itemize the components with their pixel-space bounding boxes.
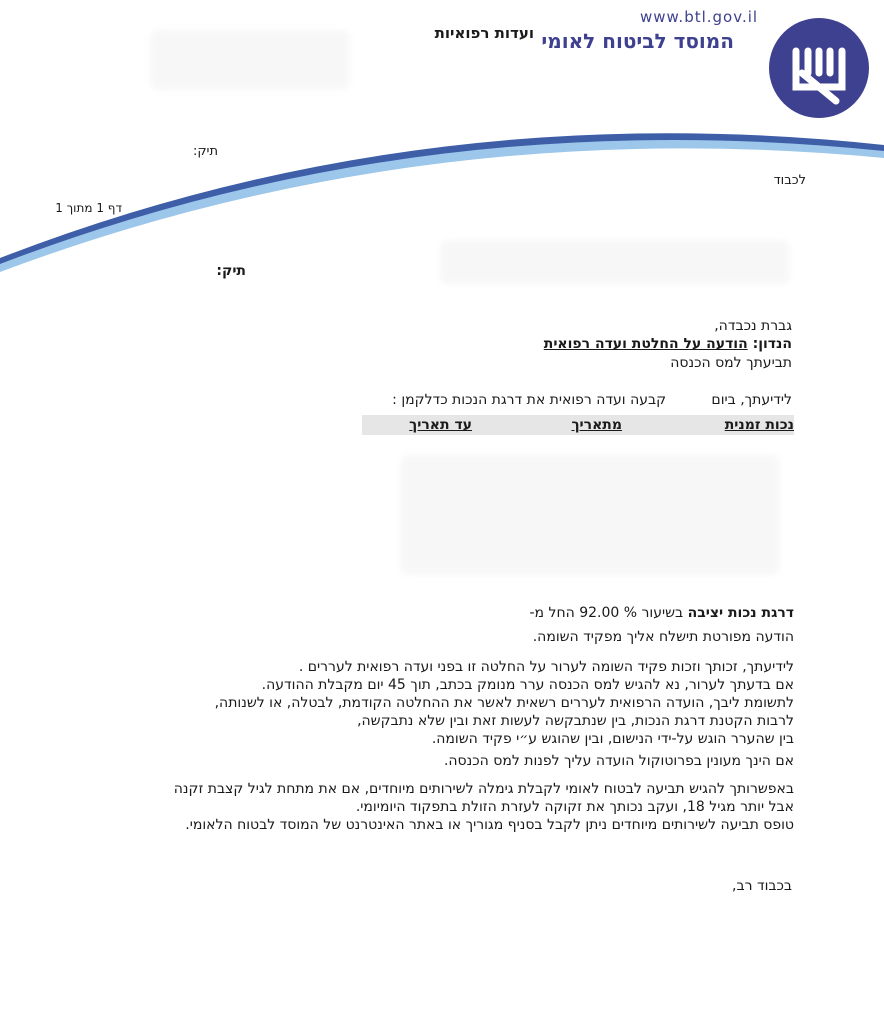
paragraph-line: לתשומת ליבך, הועדה הרפואית לעררים רשאית לאשר את ההחלטה הקודמת, לבטלה, או לשנותה, [214,695,794,711]
subject-line [544,335,792,353]
redacted-area [150,30,350,90]
subject-prefix: הנדון: [752,336,792,352]
file-label-mid: תיק: [216,263,246,279]
closing: בכבוד רב, [732,878,792,894]
subject-text: הודעה על החלטת ועדה רפואית [543,336,748,352]
stable-disability-line [529,604,794,622]
intro-determination: קבעה ועדה רפואית את דרגת הנכות כדלקמן : [392,392,666,408]
salutation: גברת נכבדה, [714,318,792,334]
paragraph-line: אבל יותר מגיל 18, ועקב נכותך את זקוקה לעזרת הזולת בתפקוד היומיומי. [355,799,794,815]
paragraph-line: הודעה מפורטת תישלח אליך מפקיד השומה. [532,629,794,645]
paragraph-line: באפשרותך להגיש תביעה לבטוח לאומי לקבלת גימלה לשירותים מיוחדים, אם את מתחת לגיל קצבת זקנה [173,781,794,797]
col-header-from-date: מתאריך [571,417,622,433]
organization-name: המוסד לביטוח לאומי [541,29,734,53]
redacted-area [440,240,790,285]
claim-line: תביעתך למס הכנסה [670,355,792,371]
paragraph-line: בין שהערר הוגש על-ידי הנישום, ובין שהוגש ע״י פקיד השומה. [431,731,794,747]
intro-date-label: לידיעתך, ביום [711,392,792,408]
paragraph-line: לרבות הקטנת דרגת הנכות, בין שנתבקשה לעשות זאת ובין שלא נתבקשה, [357,713,794,729]
paragraph-line: טופס תביעה לשירותים מיוחדים ניתן לקבל בסניף מגוריך או באתר האינטרנט של המוסד לבטוח הלאומי. [185,817,794,833]
page-indicator: דף 1 מתוך 1 [55,201,122,215]
col-header-temporary: נכות זמנית [724,417,794,433]
col-header-to-date: עד תאריך [409,417,472,433]
redacted-area [400,455,780,575]
paragraph-line: אם בדעתך לערור, נא להגיש למס הכנסה ערר מנומק בכתב, תוך 45 יום מקבלת ההודעה. [261,677,794,693]
website-url: www.btl.gov.il [640,8,759,26]
stable-label: דרגת נכות יציבה [687,605,794,621]
file-label-top: תיק: [192,144,218,159]
department-title: ועדות רפואיות [434,24,534,42]
btl-logo-icon [768,17,870,119]
stable-rate: בשיעור % 92.00 החל מ- [529,605,684,621]
paragraph-line: לידיעתך, זכותך וזכות פקיד השומה לערור על החלטה זו בפני ועדה רפואית לעררים . [298,659,794,675]
to-label: לכבוד [773,173,806,188]
paragraph-line: אם הינך מעונין בפרוטוקול הועדה עליך לפנות למס הכנסה. [443,753,794,769]
